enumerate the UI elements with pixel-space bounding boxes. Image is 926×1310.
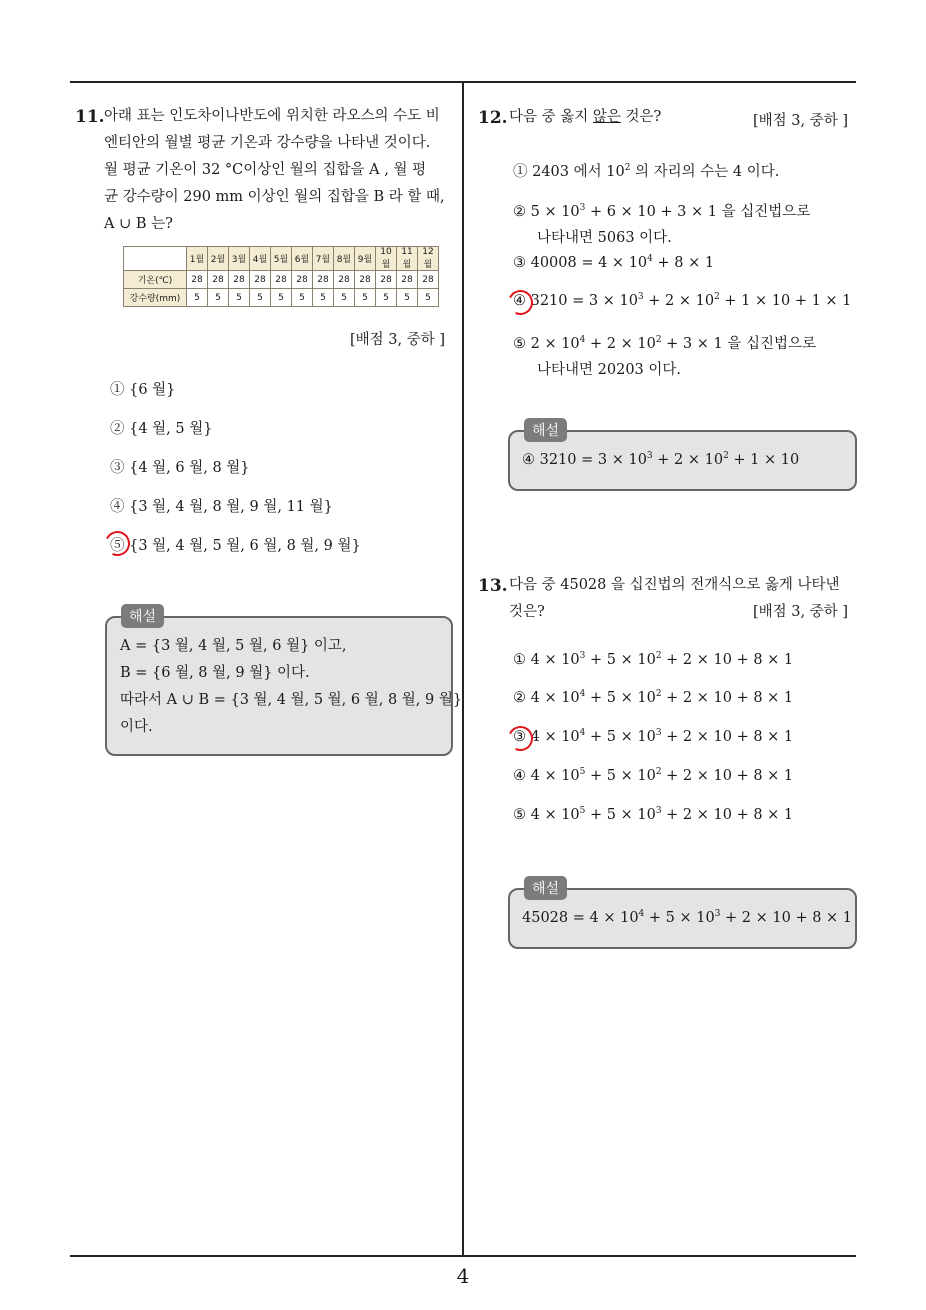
q11-line: 아래 표는 인도차이나반도에 위치한 라오스의 수도 비 bbox=[104, 108, 440, 124]
q11-line: 엔티안의 월별 평균 기온과 강수량을 나타낸 것이다. bbox=[104, 135, 431, 151]
table-cell: 5 bbox=[250, 289, 271, 307]
month-header: 8월 bbox=[334, 247, 355, 271]
q11-option-1[interactable]: ① {6 월} bbox=[110, 382, 176, 398]
solution-line: A = {3 월, 4 월, 5 월, 6 월} 이고, bbox=[120, 638, 347, 654]
month-header: 5월 bbox=[271, 247, 292, 271]
q12-number: 12. bbox=[478, 108, 508, 128]
row-label: 기온(℃) bbox=[124, 271, 187, 289]
q12-option-1[interactable]: ① 2403 에서 $10^2$ 의 자리의 수는 4 이다. bbox=[513, 163, 780, 180]
q12-question-pre: 다음 중 옳지 bbox=[509, 109, 593, 125]
row-label: 강수량(mm) bbox=[124, 289, 187, 307]
month-header: 2월 bbox=[208, 247, 229, 271]
solution-line: 따라서 A ∪ B = {3 월, 4 월, 5 월, 6 월, 8 월, 9 월} bbox=[120, 692, 463, 708]
q11-question bbox=[104, 103, 454, 238]
q12-option-2[interactable]: ② $5 \times 10^3 + 6 \times 10 + 3 \times 1$ 을 십진법으로 bbox=[513, 203, 811, 220]
q11-option-4[interactable]: ④ {3 월, 4 월, 8 월, 9 월, 11 월} bbox=[110, 499, 333, 515]
month-header: 3월 bbox=[229, 247, 250, 271]
table-cell: 5 bbox=[418, 289, 439, 307]
q13-option-3[interactable]: ③ $4 \times 10^4 + 5 \times 10^3 + 2 \times 10 + 8 \times 1$ bbox=[513, 728, 794, 745]
q13-option-2[interactable]: ② $4 \times 10^4 + 5 \times 10^2 + 2 \times 10 + 8 \times 1$ bbox=[513, 689, 794, 706]
q13-option-5[interactable]: ⑤ $4 \times 10^5 + 5 \times 10^3 + 2 \times 10 + 8 \times 1$ bbox=[513, 806, 794, 823]
table-cell: 28 bbox=[229, 271, 250, 289]
q13-solution-tag: 해설 bbox=[524, 876, 567, 900]
q12-solution-tag: 해설 bbox=[524, 418, 567, 442]
q13-line: 것은? bbox=[509, 604, 545, 620]
column-divider bbox=[462, 82, 464, 1256]
climate-table bbox=[123, 246, 439, 307]
bottom-rule bbox=[70, 1255, 856, 1257]
answer-mark-circle bbox=[504, 286, 536, 318]
q12-question bbox=[509, 104, 661, 131]
q12-option-2-cont: 나타내면 5063 이다. bbox=[537, 230, 672, 246]
table-cell: 5 bbox=[397, 289, 418, 307]
q12-option-5-cont: 나타내면 20203 이다. bbox=[537, 362, 681, 378]
table-cell: 28 bbox=[292, 271, 313, 289]
q11-option-5[interactable]: ⑤ {3 월, 4 월, 5 월, 6 월, 8 월, 9 월} bbox=[110, 538, 361, 554]
table-cell: 5 bbox=[271, 289, 292, 307]
month-header: 4월 bbox=[250, 247, 271, 271]
q11-solution-text bbox=[120, 633, 462, 741]
q13-solution-text: $45028 = 4 \times 10^4 + 5 \times 10^3 + 2 \times 10 + 8 \times 1$ bbox=[522, 909, 853, 926]
table-cell: 28 bbox=[397, 271, 418, 289]
q11-option-3[interactable]: ③ {4 월, 6 월, 8 월} bbox=[110, 460, 250, 476]
table-header-row bbox=[124, 247, 439, 271]
month-header: 10월 bbox=[376, 247, 397, 271]
q11-line: A ∪ B 는? bbox=[104, 216, 173, 232]
table-cell: 5 bbox=[292, 289, 313, 307]
table-corner bbox=[124, 247, 187, 271]
table-cell: 28 bbox=[355, 271, 376, 289]
q13-number: 13. bbox=[478, 576, 508, 596]
table-cell: 5 bbox=[229, 289, 250, 307]
month-header: 12월 bbox=[418, 247, 439, 271]
table-cell: 5 bbox=[313, 289, 334, 307]
q12-option-3[interactable]: ③ $40008 = 4 \times 10^4 + 8 \times 1$ bbox=[513, 254, 715, 271]
q12-score: [배점 3, 중하 ] bbox=[753, 113, 849, 129]
month-header: 1월 bbox=[187, 247, 208, 271]
answer-mark-circle bbox=[504, 722, 536, 754]
q12-question-underlined: 않은 bbox=[592, 109, 621, 125]
table-cell: 28 bbox=[376, 271, 397, 289]
table-cell: 5 bbox=[187, 289, 208, 307]
q12-option-5[interactable]: ⑤ $2 \times 10^4 + 2 \times 10^2 + 3 \times 1$ 을 십진법으로 bbox=[513, 335, 816, 352]
q11-score: [배점 3, 중하 ] bbox=[350, 332, 446, 348]
table-cell: 5 bbox=[334, 289, 355, 307]
table-cell: 5 bbox=[208, 289, 229, 307]
q11-line: 균 강수량이 290 mm 이상인 월의 집합을 B 라 할 때, bbox=[104, 189, 445, 205]
table-cell: 28 bbox=[250, 271, 271, 289]
table-cell: 28 bbox=[271, 271, 292, 289]
solution-line: 이다. bbox=[120, 719, 153, 735]
month-header: 11월 bbox=[397, 247, 418, 271]
solution-line: B = {6 월, 8 월, 9 월} 이다. bbox=[120, 665, 310, 681]
page-number: 4 bbox=[456, 1264, 470, 1288]
table-cell: 28 bbox=[187, 271, 208, 289]
table-cell: 28 bbox=[313, 271, 334, 289]
q13-option-4[interactable]: ④ $4 \times 10^5 + 5 \times 10^2 + 2 \times 10 + 8 \times 1$ bbox=[513, 767, 794, 784]
q12-question-post: 것은? bbox=[620, 109, 662, 125]
table-row-temperature bbox=[124, 271, 439, 289]
q12-solution-text: ④ $3210 = 3 \times 10^3 + 2 \times 10^2 + 1 \times 10$ bbox=[522, 451, 800, 468]
q13-score: [배점 3, 중하 ] bbox=[753, 604, 849, 620]
q13-line: 다음 중 45028 을 십진법의 전개식으로 옳게 나타낸 bbox=[509, 577, 840, 593]
table-row-precipitation bbox=[124, 289, 439, 307]
q12-option-4[interactable]: ④ $3210 = 3 \times 10^3 + 2 \times 10^2 + 1 \times 10 + 1 \times 1$ bbox=[513, 292, 852, 309]
q11-option-2[interactable]: ② {4 월, 5 월} bbox=[110, 421, 213, 437]
month-header: 7월 bbox=[313, 247, 334, 271]
month-header: 9월 bbox=[355, 247, 376, 271]
q13-option-1[interactable]: ① $4 \times 10^3 + 5 \times 10^2 + 2 \times 10 + 8 \times 1$ bbox=[513, 651, 794, 668]
table-cell: 28 bbox=[208, 271, 229, 289]
table-cell: 5 bbox=[376, 289, 397, 307]
q11-number: 11. bbox=[75, 107, 105, 127]
q11-line: 월 평균 기온이 32 °C이상인 월의 집합을 A , 월 평 bbox=[104, 162, 427, 178]
table-cell: 5 bbox=[355, 289, 376, 307]
table-cell: 28 bbox=[334, 271, 355, 289]
month-header: 6월 bbox=[292, 247, 313, 271]
table-cell: 28 bbox=[418, 271, 439, 289]
q11-solution-tag: 해설 bbox=[121, 604, 164, 628]
